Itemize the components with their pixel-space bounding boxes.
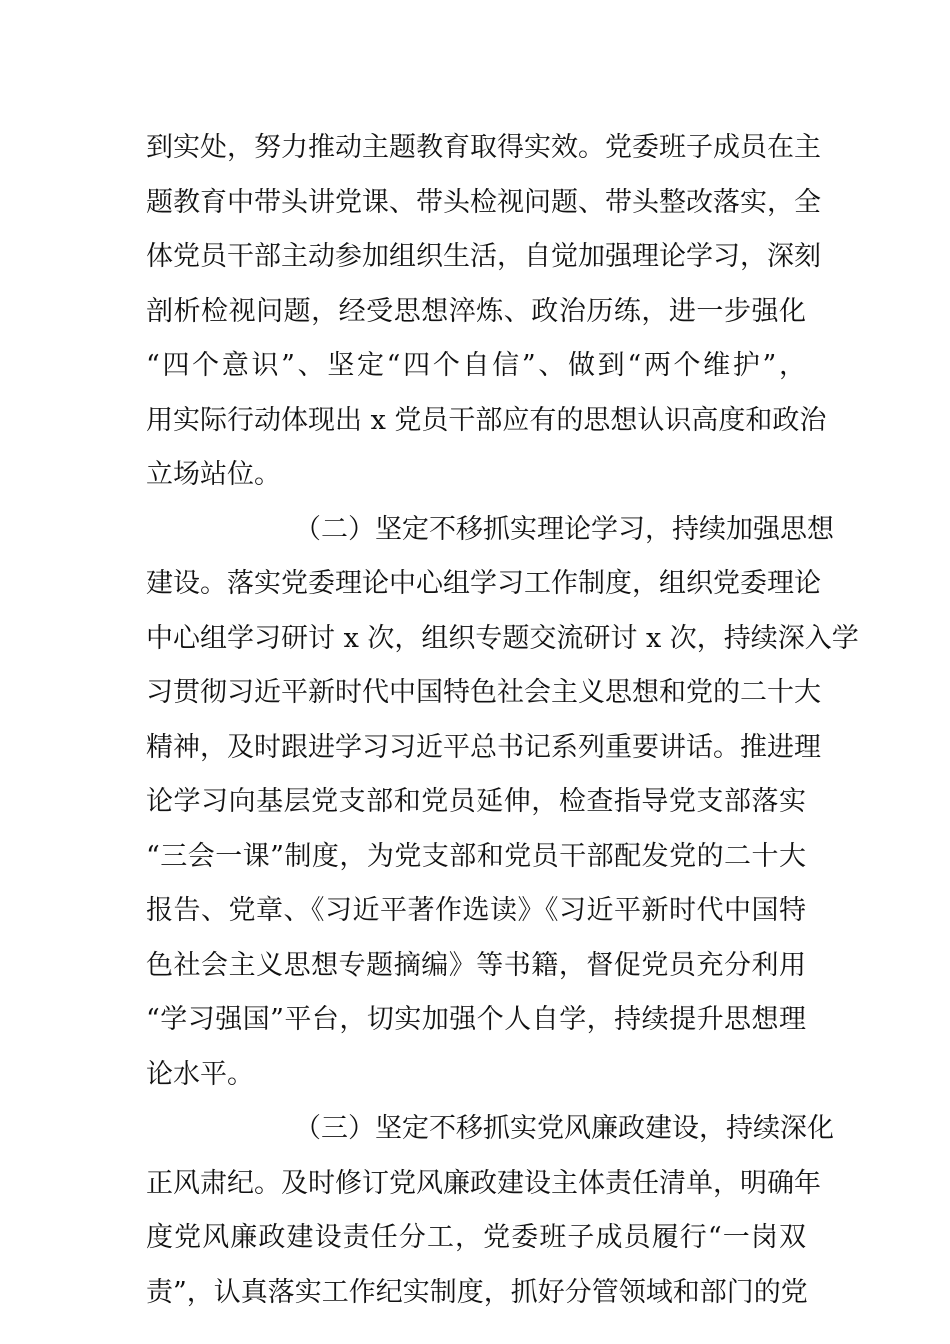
text-line: 习贯彻习近平新时代中国特色社会主义思想和党的二十大 xyxy=(146,677,821,708)
paragraph-3 xyxy=(146,1109,834,1327)
text-line: 立场站位。 xyxy=(146,459,281,490)
text-line: “四个意识”、坚定“四个自信”、做到“两个维护”， xyxy=(146,350,806,381)
text-line: 度党风廉政建设责任分工，党委班子成员履行“一岗双 xyxy=(146,1222,806,1253)
paragraph-1 xyxy=(146,128,827,510)
text-line: 精神，及时跟进学习习近平总书记系列重要讲话。推进理 xyxy=(146,731,821,763)
text-line: 责”，认真落实工作纪实制度，抓好分管领域和部门的党 xyxy=(146,1276,808,1308)
text-line: 体党员干部主动参加组织生活，自觉加强理论学习，深刻 xyxy=(146,241,821,272)
text-line: 论学习向基层党支部和党员延伸，检查指导党支部落实 xyxy=(146,786,806,817)
section-heading-line: （三）坚定不移抓实党风廉政建设，持续深化 xyxy=(294,1113,834,1144)
text-line: 中心组学习研讨 x 次，组织专题交流研讨 x 次，持续深入学 xyxy=(146,622,859,654)
text-line: 剖析检视问题，经受思想淬炼、政治历练，进一步强化 xyxy=(146,295,806,327)
text-line: “三会一课”制度，为党支部和党员干部配发党的二十大 xyxy=(146,840,806,872)
document-body xyxy=(146,128,859,1327)
text-line: 建设。落实党委理论中心组学习工作制度，组织党委理论 xyxy=(146,568,821,599)
text-line: 题教育中带头讲党课、带头检视问题、带头整改落实，全 xyxy=(146,186,821,218)
text-line: 报告、党章、《习近平著作选读》《习近平新时代中国特 xyxy=(146,895,806,926)
text-line: 正风肃纪。及时修订党风廉政建设主体责任清单，明确年 xyxy=(146,1167,821,1199)
text-line: 色社会主义思想专题摘编》等书籍，督促党员充分利用 xyxy=(146,949,806,981)
text-line: 论水平。 xyxy=(146,1058,254,1090)
section-heading-line: （二）坚定不移抓实理论学习，持续加强思想 xyxy=(294,513,834,545)
text-line: 到实处，努力推动主题教育取得实效。党委班子成员在主 xyxy=(146,132,821,163)
text-line: “学习强国”平台，切实加强个人自学，持续提升思想理 xyxy=(146,1004,806,1035)
paragraph-2 xyxy=(146,510,859,1110)
text-line: 用实际行动体现出 x 党员干部应有的思想认识高度和政治 xyxy=(146,404,827,436)
